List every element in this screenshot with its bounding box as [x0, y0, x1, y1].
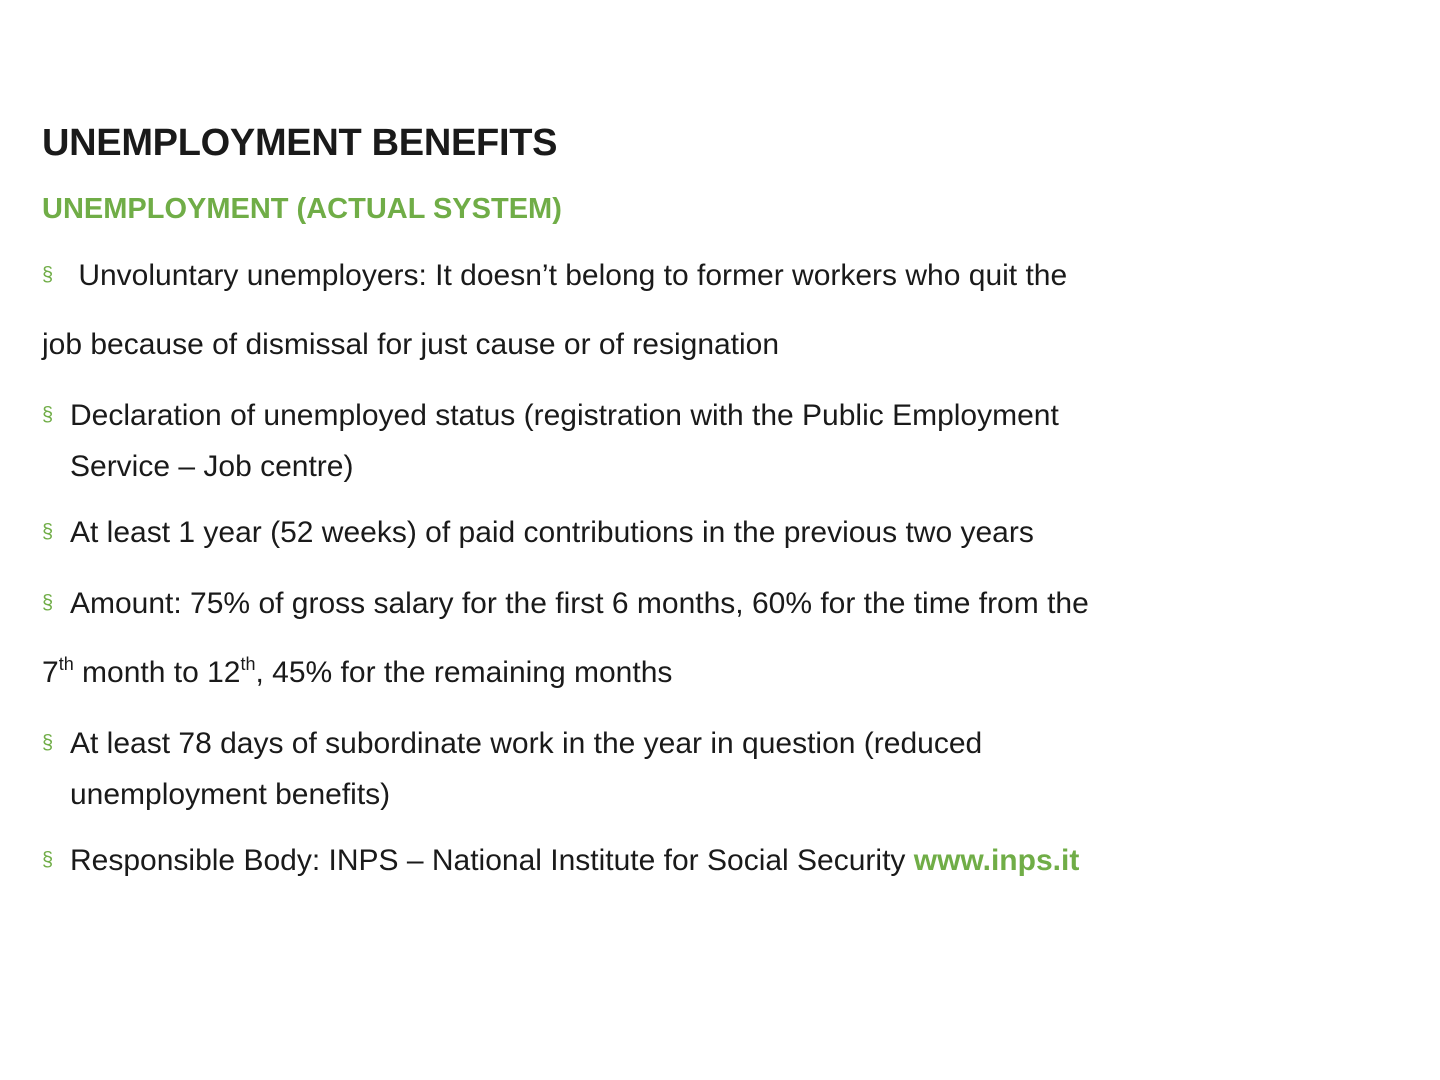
inps-link[interactable]: www.inps.it [913, 844, 1080, 877]
bullet-text: Unvoluntary unemployers: It doesn’t belong to former workers who quit the [70, 259, 1068, 292]
bullet-item-subordinate-work [42, 717, 982, 770]
bullet-text: Service – Job centre) [70, 450, 354, 483]
bullet-text: unemployment benefits) [70, 778, 391, 811]
bullet-marker-icon: § [42, 521, 54, 543]
bullet-text: Responsible Body: INPS – National Institute for Social Security [70, 844, 914, 877]
bullet-text: Declaration of unemployed status (registration with the Public Employment [70, 399, 1059, 432]
bullet-item-contributions [42, 506, 1034, 559]
text-fragment: , 45% for the remaining months [255, 656, 673, 689]
bullet-continuation [42, 319, 779, 371]
bullet-continuation [42, 441, 353, 493]
bullet-marker-icon: § [42, 849, 54, 871]
bullet-text: At least 1 year (52 weeks) of paid contributions in the previous two years [70, 516, 1034, 549]
bullet-item-declaration [42, 389, 1059, 442]
bullet-marker-icon: § [42, 404, 54, 426]
superscript: th [58, 654, 74, 674]
bullet-marker-icon: § [42, 732, 54, 754]
slide-title: UNEMPLOYMENT BENEFITS [42, 122, 558, 164]
bullet-text: Amount: 75% of gross salary for the first 6 months, 60% for the time from the [70, 587, 1089, 620]
text-fragment: month to 12 [73, 656, 241, 689]
text-fragment: 7 [42, 656, 59, 689]
slide-subtitle: UNEMPLOYMENT (ACTUAL SYSTEM) [42, 193, 562, 225]
superscript: th [240, 654, 256, 674]
bullet-text: At least 78 days of subordinate work in the year in question (reduced [70, 727, 983, 760]
bullet-continuation [42, 647, 672, 699]
bullet-item-amount [42, 577, 1089, 630]
bullet-item-unvoluntary [42, 249, 1067, 302]
bullet-item-responsible-body [42, 834, 1079, 887]
bullet-continuation [42, 769, 390, 821]
bullet-marker-icon: § [42, 592, 54, 614]
bullet-text: job because of dismissal for just cause or of resignation [42, 328, 780, 361]
bullet-marker-icon: § [42, 264, 54, 286]
